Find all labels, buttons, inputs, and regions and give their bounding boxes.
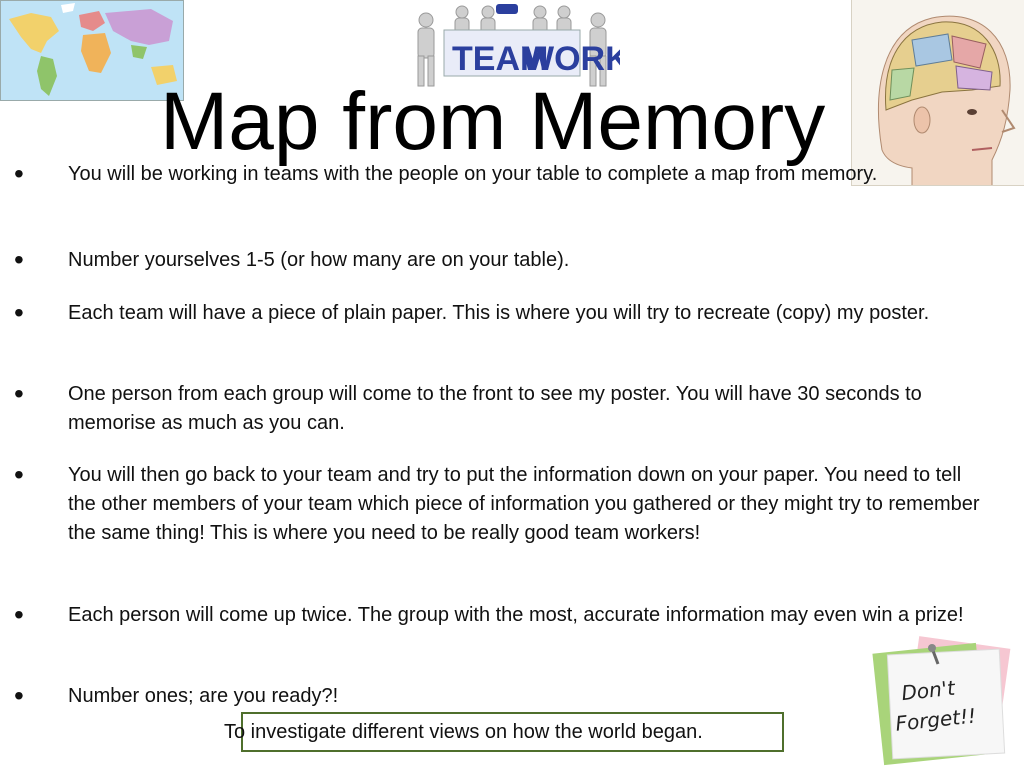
page-title: Map from Memory xyxy=(160,76,826,167)
list-item-text: Each person will come up twice. The group with the most, accurate information may even win a prize! xyxy=(68,604,964,626)
world-map-image xyxy=(0,0,184,101)
bullet-dot: • xyxy=(14,599,24,630)
bullet-dot: • xyxy=(14,244,24,275)
bullet-dot: • xyxy=(14,378,24,409)
phrenology-head-image xyxy=(851,0,1024,186)
bullet-dot: • xyxy=(14,680,24,711)
objective-text: To investigate different views on how the world began. xyxy=(224,721,703,743)
list-item-text: You will then go back to your team and try to put the information down on your paper. You need to tell the other members of your team which piece of information you gathered or they might try to remember the same thing! This is where you need to be really good team workers! xyxy=(68,464,980,544)
bullet-dot: • xyxy=(14,459,24,490)
list-item-text: Number yourselves 1-5 (or how many are on your table). xyxy=(68,249,570,271)
bullet-dot: • xyxy=(14,158,24,189)
dont-forget-sticky-note xyxy=(872,636,1012,766)
note-line2: Forget!! xyxy=(894,703,978,736)
list-item-text: One person from each group will come to the front to see my poster. You will have 30 seconds to memorise as much as you can. xyxy=(68,383,922,434)
list-item-text: You will be working in teams with the people on your table to complete a map from memory. xyxy=(68,163,878,185)
bullet-dot: • xyxy=(14,297,24,328)
list-item-text: Number ones; are you ready?! xyxy=(68,685,339,707)
logo-text-work: WORK xyxy=(522,40,620,78)
logo-text-team: TEAM xyxy=(452,40,549,78)
list-item-text: Each team will have a piece of plain paper. This is where you will try to recreate (copy) my poster. xyxy=(68,302,930,324)
note-line1: Don't xyxy=(900,675,957,706)
